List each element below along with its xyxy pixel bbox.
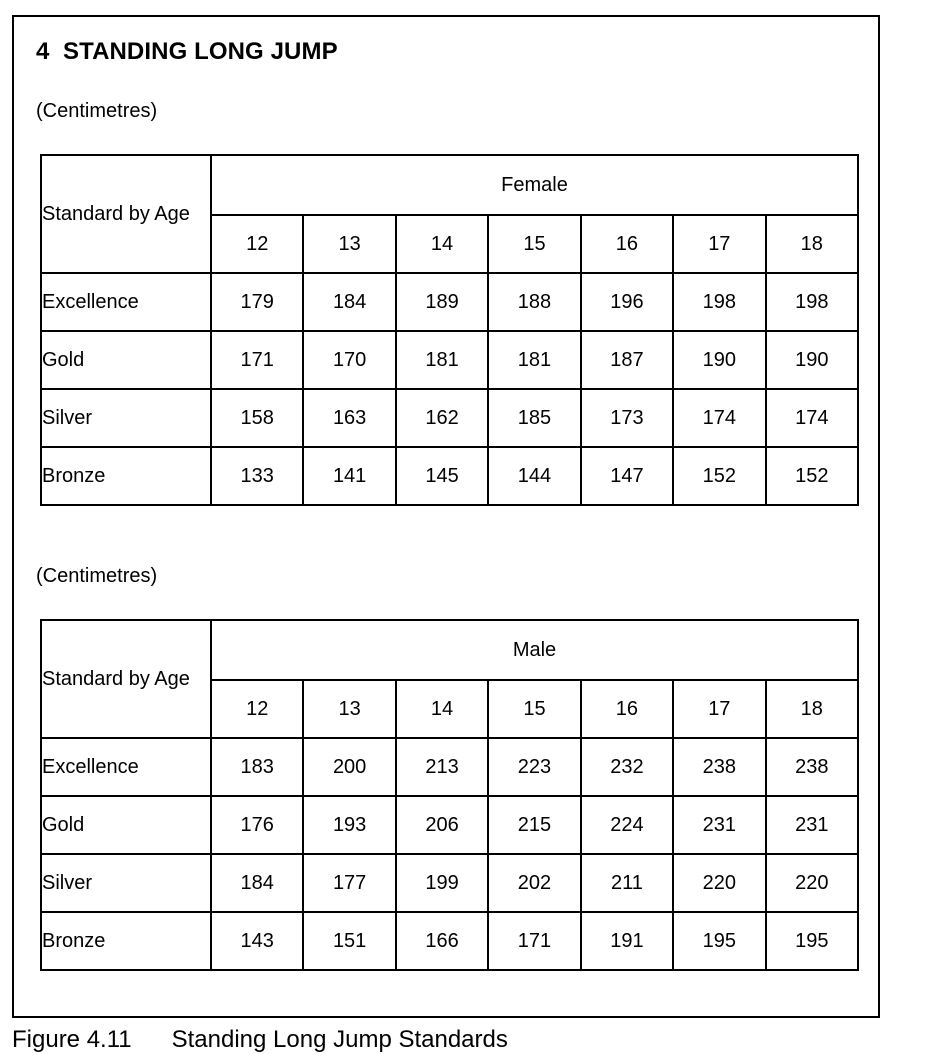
female-group-label: Female <box>211 155 858 215</box>
table-cell: 144 <box>488 447 580 505</box>
section-title: 4 STANDING LONG JUMP <box>36 38 338 65</box>
female-corner-label: Standard by Age <box>41 155 211 273</box>
table-cell: 224 <box>581 796 673 854</box>
table-cell: 170 <box>303 331 395 389</box>
table-row <box>41 331 858 389</box>
row-label: Bronze <box>41 447 211 505</box>
male-units-label: (Centimetres) <box>36 565 158 587</box>
table-cell: 171 <box>488 912 580 970</box>
row-label: Silver <box>41 389 211 447</box>
age-header: 16 <box>581 680 673 738</box>
female-standards-table <box>40 154 859 506</box>
table-cell: 190 <box>673 331 765 389</box>
table-cell: 166 <box>396 912 488 970</box>
table-row <box>41 854 858 912</box>
female-header-row <box>41 155 858 215</box>
table-cell: 231 <box>673 796 765 854</box>
table-cell: 162 <box>396 389 488 447</box>
row-label: Excellence <box>41 738 211 796</box>
table-cell: 193 <box>303 796 395 854</box>
table-cell: 147 <box>581 447 673 505</box>
table-cell: 151 <box>303 912 395 970</box>
table-cell: 174 <box>673 389 765 447</box>
age-header: 14 <box>396 680 488 738</box>
female-units-label: (Centimetres) <box>36 100 158 122</box>
table-cell: 190 <box>766 331 858 389</box>
table-cell: 141 <box>303 447 395 505</box>
male-standards-table <box>40 619 859 971</box>
table-cell: 181 <box>396 331 488 389</box>
table-cell: 183 <box>211 738 303 796</box>
table-cell: 145 <box>396 447 488 505</box>
table-cell: 232 <box>581 738 673 796</box>
table-cell: 231 <box>766 796 858 854</box>
table-cell: 189 <box>396 273 488 331</box>
table-row <box>41 738 858 796</box>
table-cell: 220 <box>766 854 858 912</box>
table-cell: 215 <box>488 796 580 854</box>
table-cell: 211 <box>581 854 673 912</box>
age-header: 15 <box>488 215 580 273</box>
table-cell: 171 <box>211 331 303 389</box>
table-cell: 173 <box>581 389 673 447</box>
table-cell: 196 <box>581 273 673 331</box>
row-label: Gold <box>41 331 211 389</box>
table-cell: 191 <box>581 912 673 970</box>
row-label: Bronze <box>41 912 211 970</box>
table-cell: 199 <box>396 854 488 912</box>
table-cell: 195 <box>766 912 858 970</box>
table-cell: 202 <box>488 854 580 912</box>
table-cell: 184 <box>211 854 303 912</box>
table-cell: 200 <box>303 738 395 796</box>
age-header: 16 <box>581 215 673 273</box>
table-cell: 163 <box>303 389 395 447</box>
table-cell: 223 <box>488 738 580 796</box>
table-cell: 198 <box>766 273 858 331</box>
table-cell: 187 <box>581 331 673 389</box>
male-header-row <box>41 620 858 680</box>
table-cell: 179 <box>211 273 303 331</box>
table-cell: 184 <box>303 273 395 331</box>
age-header: 18 <box>766 215 858 273</box>
age-header: 15 <box>488 680 580 738</box>
table-cell: 206 <box>396 796 488 854</box>
age-header: 12 <box>211 215 303 273</box>
table-row <box>41 796 858 854</box>
age-header: 13 <box>303 215 395 273</box>
table-cell: 152 <box>673 447 765 505</box>
table-cell: 198 <box>673 273 765 331</box>
table-cell: 177 <box>303 854 395 912</box>
table-cell: 181 <box>488 331 580 389</box>
row-label: Silver <box>41 854 211 912</box>
table-cell: 143 <box>211 912 303 970</box>
male-group-label: Male <box>211 620 858 680</box>
table-cell: 133 <box>211 447 303 505</box>
table-row <box>41 389 858 447</box>
table-cell: 176 <box>211 796 303 854</box>
table-cell: 238 <box>673 738 765 796</box>
age-header: 13 <box>303 680 395 738</box>
table-cell: 238 <box>766 738 858 796</box>
table-cell: 213 <box>396 738 488 796</box>
age-header: 17 <box>673 215 765 273</box>
table-row <box>41 447 858 505</box>
table-cell: 152 <box>766 447 858 505</box>
table-cell: 220 <box>673 854 765 912</box>
age-header: 17 <box>673 680 765 738</box>
table-row <box>41 273 858 331</box>
age-header: 12 <box>211 680 303 738</box>
male-corner-label: Standard by Age <box>41 620 211 738</box>
table-cell: 188 <box>488 273 580 331</box>
age-header: 18 <box>766 680 858 738</box>
table-cell: 158 <box>211 389 303 447</box>
table-cell: 195 <box>673 912 765 970</box>
age-header: 14 <box>396 215 488 273</box>
row-label: Gold <box>41 796 211 854</box>
table-cell: 174 <box>766 389 858 447</box>
table-cell: 185 <box>488 389 580 447</box>
figure-caption: Figure 4.11 Standing Long Jump Standards <box>12 1026 508 1053</box>
row-label: Excellence <box>41 273 211 331</box>
table-row <box>41 912 858 970</box>
